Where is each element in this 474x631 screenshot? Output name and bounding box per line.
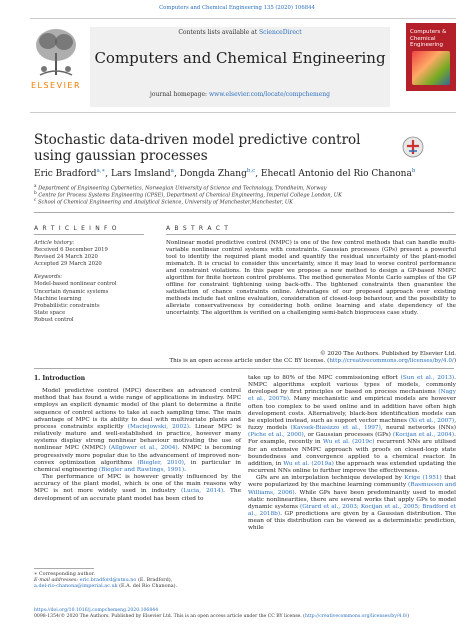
affiliation-text: School of Chemical Engineering and Analytical Science, University of Manchester,Manchester, UK (37, 199, 293, 206)
citation-link[interactable]: Wu et al. (2019a) (283, 460, 334, 467)
citation-link[interactable]: (Biegler and Rawlings, 1991) (98, 466, 185, 473)
text-run: . NMPC is becoming progressively more popular due to the advancement of improved non-convex optimization algorithms (34, 445, 241, 466)
email-owner: (E. Bradford), (136, 577, 173, 583)
page-footer (34, 608, 454, 619)
article-info-heading: A R T I C L E I N F O (34, 225, 118, 232)
citation-link[interactable]: (Biegler, 2010) (137, 459, 184, 466)
citation-link[interactable]: (Rasmussen and Williams, 2006) (248, 482, 456, 496)
article-title: Stochastic data-driven model predictive control using gaussian processes (34, 132, 361, 164)
author-affiliation-marker[interactable]: a,∗ (96, 168, 106, 174)
sciencedirect-link[interactable]: ScienceDirect (259, 29, 302, 36)
paragraph (34, 474, 241, 503)
history-item: Received 6 December 2019 (34, 247, 108, 254)
email-link[interactable]: eric.bradford@ntnu.no (79, 577, 137, 583)
history-item: Accepted 29 March 2020 (34, 261, 102, 268)
copyright-line: © 2020 The Authors. Published by Elsevier Ltd. (319, 351, 456, 357)
affiliation-marker: b (34, 190, 37, 195)
keyword: State space (34, 309, 66, 316)
elsevier-tree-logo[interactable] (30, 23, 82, 79)
keyword: Machine learning (34, 295, 82, 302)
text-run: . (184, 466, 186, 473)
journal-title: Computers and Chemical Engineering (94, 49, 386, 67)
doi-link[interactable]: https://doi.org/10.1016/j.compchemeng.2020.106844 (34, 608, 159, 613)
homepage-prefix: journal homepage: (150, 91, 209, 98)
journal-header (30, 18, 456, 113)
journal-cover-thumbnail[interactable] (406, 23, 456, 91)
cover-title: Computers & Chemical Engineering (410, 29, 447, 48)
corresponding-author-note: ∗ Corresponding author. (34, 571, 95, 577)
footer-license-link[interactable]: http://creativecommons.org/licenses/by/4.0/ (304, 613, 408, 619)
author-list: Eric Bradford$^{a,∗}$, Lars Imsland$^a$, Dongda Zhang$^{b,c}$, Ehecatl Antonio del Rio Chanona$^b$ (34, 168, 416, 179)
keywords-label: Keywords: (34, 274, 63, 281)
divider (34, 234, 144, 235)
author-affiliation-marker[interactable]: b,c (246, 168, 256, 174)
copyright-block (166, 351, 456, 365)
homepage-line (90, 91, 390, 98)
contents-line (90, 29, 390, 36)
footnotes (34, 571, 241, 589)
license-prefix: This is an open access article under the CC BY license. ( (169, 358, 330, 364)
citation-link[interactable]: (Allgöwer et al., 2004) (108, 445, 178, 452)
crossmark-icon[interactable] (402, 136, 424, 158)
paragraph (248, 475, 456, 532)
citation-link[interactable]: (Kavsek-Biasizzo et al., 1997) (290, 425, 381, 432)
keyword: Uncertain dynamic systems (34, 288, 109, 295)
citation-link[interactable]: (Lucia, 2014) (180, 488, 224, 495)
license-line (166, 358, 456, 365)
citation-link[interactable]: (Sun et al., 2013) (400, 375, 455, 381)
author-name[interactable]: Eric Bradford (34, 169, 97, 179)
contents-prefix: Contents lists available at (178, 29, 260, 36)
affiliation-marker: a (34, 183, 37, 188)
text-run: recurrent NNs are utilised for an extensive NMPC approach with proofs on closed-loop state boundedness and convergence applied to a chemical reactor. In addition, in (248, 439, 456, 467)
text-run: . Many mechanistic and empirical models are however often too complex to be used online and in addition have often high development costs. Alternatively, black-box identification models can be exploited instead, such as support vector machines (248, 396, 456, 424)
paragraph (248, 375, 456, 475)
text-run: GPs are an interpolation technique developed by (256, 475, 405, 482)
body-column-left (34, 375, 241, 503)
author-name[interactable]: Ehecatl Antonio del Rio Chanona (260, 169, 412, 179)
email-link[interactable]: a.del-rio-chanona@imperial.ac.uk (34, 583, 118, 589)
author-affiliation-marker[interactable]: b (411, 168, 416, 174)
author-affiliation-marker[interactable]: a (170, 168, 174, 174)
cover-art (412, 51, 450, 85)
author-name[interactable]: Dongda Zhang (179, 169, 247, 179)
journal-citation-line[interactable]: Computers and Chemical Engineering 135 (2020) 106844 (159, 5, 315, 11)
text-run: , or Gaussian processes (GPs) (303, 432, 393, 439)
text-run: . The development of an accurate plant model has been cited to (34, 488, 241, 502)
license-footer-line (34, 614, 454, 620)
text-run: that were popularized by the machine learning community (248, 475, 456, 489)
article-info (34, 240, 144, 324)
text-run: . While GPs have been predominantly used to model static nonlinearities, there are several works that apply GPs to model dynamic systems (248, 489, 456, 510)
text-run: . Linear MPC is relatively mature and well-established in practice, however many systems display strong nonlinear behaviour motivating the use of nonlinear MPC (NMPC) (34, 423, 241, 452)
elsevier-wordmark: ELSEVIER (30, 81, 82, 90)
citation-link[interactable]: (Nagy et al., 2007b) (248, 389, 456, 403)
divider (34, 212, 454, 213)
divider (34, 368, 454, 369)
citation-link[interactable]: (Piche et al., 2000) (248, 432, 304, 439)
affiliation-marker: c (34, 197, 37, 202)
text-run: , fuzzy models (248, 417, 457, 432)
paragraph (34, 388, 241, 474)
affiliation-text: Centre for Process Systems Engineering (CPSE), Department of Chemical Engineering, Imperial College London, UK (38, 192, 342, 199)
citation-link[interactable]: (Kocijan et al., 2004) (392, 432, 455, 439)
body-column-right (248, 375, 456, 532)
citation-link[interactable]: (Maciejowski, 2002) (127, 423, 190, 430)
license-link[interactable]: http://creativecommons.org/licenses/by/4.0/ (329, 358, 454, 364)
author-name[interactable]: Lars Imsland (111, 169, 171, 179)
license-suffix: ) (453, 358, 456, 364)
footer-text: ) (407, 613, 410, 619)
keyword: Probabilistic constraints (34, 302, 100, 309)
text-run: . NMPC algorithms exploit various types of models, commonly developed by first principles or based on process mechanisms (248, 375, 456, 396)
section-heading: 1. Introduction (34, 375, 86, 382)
text-run: the approach was extended updating the recurrent NNs online to further improve the effectiveness. (248, 460, 456, 475)
email-line (34, 583, 241, 589)
history-label: Article history: (34, 240, 75, 246)
text-run: , in particular in chemical engineering (34, 459, 241, 473)
citation-link[interactable]: Krige (1951) (404, 475, 442, 482)
email-label: E-mail addresses: (34, 577, 80, 583)
keyword: Robust control (34, 316, 74, 323)
keyword: Model-based nonlinear control (34, 281, 117, 288)
footnote-divider (34, 568, 94, 569)
text-run: Model predictive control (MPC) describes an advanced control method that has found a wide range of applications in industry. MPC employs an explicit dynamic model of the plant to determine a finite sequence of control actions to take at each sampling time. The main advantage of MPC is its ability to deal with multivariate plants and process constraints explicitly (34, 388, 241, 430)
footer-text: 0098-1354/© 2020 The Authors. Published by Elsevier Ltd. This is an open access article under the CC BY license. ( (34, 613, 305, 619)
journal-homepage-link[interactable]: www.elsevier.com/locate/compchemeng (208, 91, 330, 98)
text-run: The performance of MPC is however greatly influenced by the accuracy of the plant model, which is one of the main reasons why MPC is not more widely used in industry (34, 474, 241, 495)
divider (166, 234, 456, 235)
history-item: Revised 24 March 2020 (34, 254, 98, 261)
text-run: . GP predictions are given by a Gaussian distribution. The mean of this distribution can be viewed as a deterministic prediction, while (248, 510, 456, 532)
citation-link[interactable]: (Xi et al., 2007) (408, 417, 455, 424)
affiliation (34, 197, 293, 206)
email-owner: (E.A. del Rio Chanona). (117, 583, 178, 589)
citation-link[interactable]: Wu et al. (2019c) (322, 439, 375, 446)
text-run: , neural networks (NNs) (380, 425, 456, 432)
abstract-heading: A B S T R A C T (166, 225, 230, 232)
text-run: . For example, recently in (248, 432, 456, 446)
abstract-text: Nonlinear model predictive control (NMPC) is one of the few control methods that can handle multi-variable nonlinear control systems with constraints. Gaussian processes (GPs) present a powerful tool to identify the required plant model and quantify the residual uncertainty of the plant-model mismatch. It is crucial to consider this uncertainty, since it may lead to worse control performance and constraint violations. In this paper we propose a new method to design a GP-based NMPC algorithm for finite horizon control problems. The method generates Monte Carlo samples of the GP offline for constraint tightening using back-offs. The tightened constraints then guarantee the satisfaction of chance constraints online. Advantages of our proposed approach over existing methods include fast online evaluation, consideration of closed-loop behaviour, and the possibility to alleviate conservativeness by considering both online learning and state dependency of the uncertainty. The algorithm is verified on a challenging semi-batch bioprocess case study. (166, 240, 456, 317)
affiliation-text: Department of Engineering Cybernetics, Norwegian University of Science and Technology, Trondheim, Norway (38, 185, 327, 192)
citation-link[interactable]: (Girard et al., 2003; Kocijan et al., 2005; Bradford et al., 2018b) (248, 503, 457, 517)
text-run: take up to 80% of the MPC commissioning effort (248, 375, 401, 381)
